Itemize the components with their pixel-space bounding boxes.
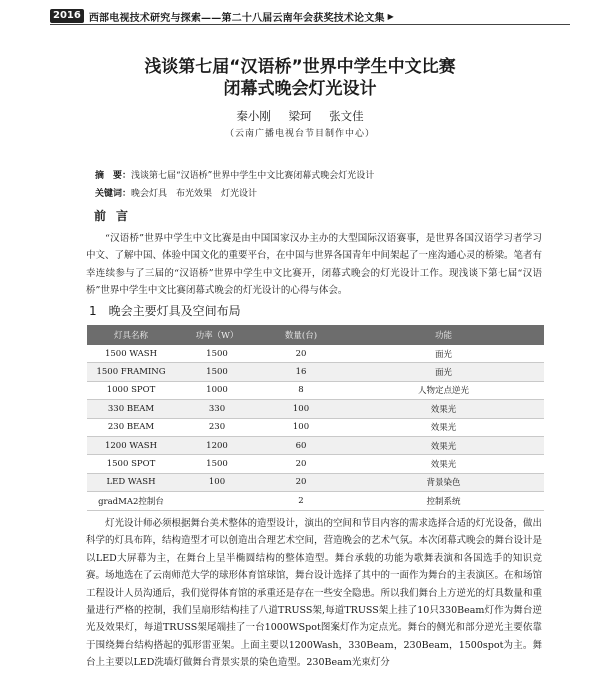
cell-quantity: 20 — [259, 345, 343, 363]
header-title: 西部电视技术研究与探索——第二十八届云南年会获奖技术论文集 — [88, 12, 385, 24]
paper-title-line1: 浅谈第七届“汉语桥”世界中学生中文比赛 — [144, 57, 456, 77]
body-paragraph: 灯光设计师必须根据舞台美术整体的造型设计，演出的空间和节目内容的需求选择合适的灯光设备，做出科学的灯具布阵，结构造型才可以创造出合理艺术空间，营造晚会的艺术气氛。本次闭幕式晚会的舞台设计是以LED大屏幕为主，在舞台上呈半椭圆结构的整体造型。舞台承载的功能为歌舞表演和各国选手的知识竞赛。场地选在了云南师范大学的球形体育馆球馆，舞台设计选择了其中的一面作为舞台的主表演区。在和场馆工程设计人员沟通后，我们觉得体育馆的承重还是存在一些安全隐患。所以我们舞台上方逆光的灯具数量和重量进行严格的控制，我们呈扇形结构挂了八道TRUSS架,每道TRUSS架上挂了10只330Beam灯作为舞台逆光及效果灯，每道TRUSS架尾端挂了一台1000WSpot图案灯作为定点光。舞台的侧光和部分逆光主要依靠于围绕舞台结构搭起的弧形雷亚架。上面主要以1200Wash，330Beam，230Beam，1500spot为主。舞台上主要以LED洗墙灯做舞台背景实景的染色造型。230Beam光束灯分 — [86, 518, 543, 669]
running-header — [50, 8, 570, 24]
cell-quantity: 100 — [259, 418, 343, 436]
header-rule — [50, 24, 570, 25]
cell-name: gradMA2控制台 — [87, 492, 175, 510]
table-row — [87, 400, 544, 418]
author-list: 秦小刚 梁珂 张文佳 — [236, 109, 364, 123]
table-row — [87, 363, 544, 381]
cell-power: 1000 — [175, 381, 259, 399]
table-row — [87, 473, 544, 491]
paper-title-line2: 闭幕式晚会灯光设计 — [223, 79, 377, 99]
cell-function: 面光 — [343, 363, 544, 381]
cell-function: 控制系统 — [343, 492, 544, 510]
section-title: 晚会主要灯具及空间布局 — [108, 304, 241, 318]
table-row — [87, 492, 544, 510]
preface-paragraph: “汉语桥”世界中学生中文比赛是由中国国家汉办主办的大型国际汉语赛事，是世界各国汉语学习者学习中文、了解中国、体验中国文化的重要平台，在中国与世界各国青年中间架起了一座沟通心灵的桥梁。笔者有幸连续参与了三届的“汉语桥”世界中学生中文比赛开，闭幕式晚会的灯光设计工作。现浅谈下第七届“汉语桥”世界中学生中文比赛闭幕式晚会的灯光设计的心得与体会。 — [86, 233, 543, 297]
cell-function: 效果光 — [343, 418, 544, 436]
cell-name: 1200 WASH — [87, 436, 175, 454]
table-row — [87, 381, 544, 399]
abstract-text: 浅谈第七届“汉语桥”世界中学生中文比赛闭幕式晚会灯光设计 — [131, 171, 375, 181]
col-header-function: 功能 — [343, 325, 544, 345]
header-arrow-icon: ▶ — [387, 11, 395, 21]
abstract — [95, 168, 374, 181]
cell-function: 效果光 — [343, 455, 544, 473]
section-number: 1 — [89, 304, 97, 318]
cell-power: 1500 — [175, 363, 259, 381]
cell-name: 1500 WASH — [87, 345, 175, 363]
cell-function: 人物定点逆光 — [343, 381, 544, 399]
year-badge: 2016 — [50, 9, 84, 23]
cell-name: LED WASH — [87, 473, 175, 491]
cell-power: 1500 — [175, 345, 259, 363]
cell-quantity: 2 — [259, 492, 343, 510]
cell-quantity: 20 — [259, 473, 343, 491]
cell-quantity: 8 — [259, 381, 343, 399]
cell-power: 100 — [175, 473, 259, 491]
cell-power: 230 — [175, 418, 259, 436]
cell-name: 1500 FRAMING — [87, 363, 175, 381]
cell-quantity: 60 — [259, 436, 343, 454]
cell-quantity: 16 — [259, 363, 343, 381]
cell-function: 效果光 — [343, 400, 544, 418]
cell-function: 背景染色 — [343, 473, 544, 491]
cell-quantity: 20 — [259, 455, 343, 473]
affiliation: （云南广播电视台节目制作中心） — [224, 129, 375, 139]
cell-name: 330 BEAM — [87, 400, 175, 418]
cell-name: 1500 SPOT — [87, 455, 175, 473]
keywords-text: 晚会灯具 布光效果 灯光设计 — [131, 189, 258, 199]
cell-quantity: 100 — [259, 400, 343, 418]
abstract-label: 摘 要： — [95, 171, 132, 181]
cell-power: 330 — [175, 400, 259, 418]
table-row — [87, 436, 544, 454]
section-heading — [89, 302, 241, 319]
col-header-name: 灯具名称 — [87, 325, 175, 345]
table-header-row — [87, 325, 544, 345]
col-header-power: 功率（W） — [175, 325, 259, 345]
cell-name: 1000 SPOT — [87, 381, 175, 399]
preface-heading: 前言 — [94, 209, 139, 223]
keywords-label: 关键词： — [95, 189, 132, 199]
cell-power — [175, 492, 259, 510]
table-row — [87, 345, 544, 363]
cell-function: 效果光 — [343, 436, 544, 454]
table-row — [87, 455, 544, 473]
table-row — [87, 418, 544, 436]
col-header-quantity: 数量(台) — [259, 325, 343, 345]
lighting-equipment-table — [87, 325, 544, 511]
cell-name: 230 BEAM — [87, 418, 175, 436]
keywords — [95, 186, 257, 199]
cell-function: 面光 — [343, 345, 544, 363]
cell-power: 1200 — [175, 436, 259, 454]
cell-power: 1500 — [175, 455, 259, 473]
